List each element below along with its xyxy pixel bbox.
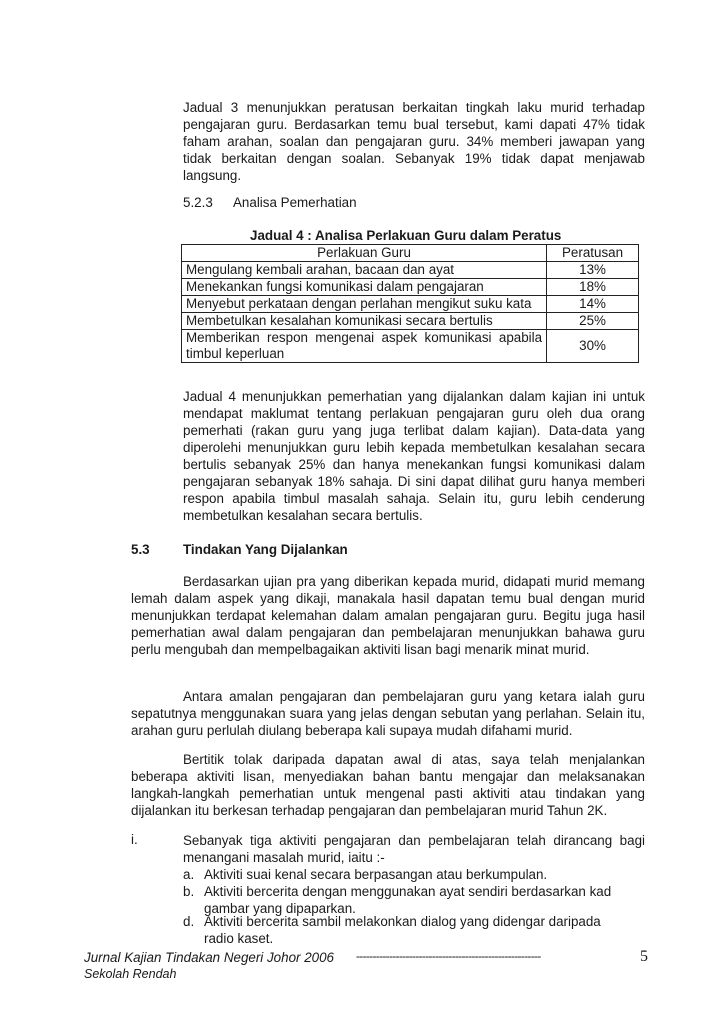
page-number: 5 bbox=[640, 948, 648, 965]
body-paragraph: Antara amalan pengajaran dan pembelajaran guru yang ketara ialah guru sepatutnya menggunakan suara yang jelas dengan sebutan yang perlahan. Selain itu, arahan guru perlulah diulang beberapa kali supaya mudah difahami murid. bbox=[131, 689, 645, 738]
list-item-text: Sebanyak tiga aktiviti pengajaran dan pembelajaran telah dirancang bagi menangani masalah murid, iaitu :- bbox=[183, 833, 645, 865]
table-caption: Jadual 4 : Analisa Perlakuan Guru dalam Peratus bbox=[250, 228, 562, 243]
percent-cell: 18% bbox=[547, 279, 639, 296]
table-header-cell: Peratusan bbox=[547, 245, 639, 262]
sub-item bbox=[183, 913, 623, 947]
behaviour-table bbox=[181, 244, 639, 363]
behaviour-cell: Mengulang kembali arahan, bacaan dan ayat bbox=[182, 262, 547, 279]
sub-item-marker: a. bbox=[183, 867, 195, 882]
table-row bbox=[182, 330, 639, 363]
sub-item-text: Aktiviti bercerita sambil melakonkan dialog yang didengar daripada radio kaset. bbox=[204, 914, 601, 946]
subsection-title: Analisa Pemerhatian bbox=[233, 195, 357, 210]
sub-item-text: Aktiviti suai kenal secara berpasangan atau berkumpulan. bbox=[204, 867, 548, 882]
section-number: 5.3 bbox=[131, 542, 150, 557]
sub-item-marker: b. bbox=[183, 884, 195, 899]
table-discussion-paragraph: Jadual 4 menunjukkan pemerhatian yang dijalankan dalam kajian ini untuk mendapat maklumat tentang perlakuan pengajaran guru oleh dua orang pemerhati (rakan guru yang juga terlibat dalam kajian). Data-data yang diperolehi menunjukkan guru lebih kepada membetulkan kesalahan secara bertulis sebanyak 25% dan hanya menekankan fungsi komunikasi dalam pengajaran sebanyak 18% sahaja. Di sini dapat dilihat guru hanya memberi respon apabila timbul masalah sahaja. Selain itu, guru lebih cenderung membetulkan kesalahan secara bertulis. bbox=[183, 389, 645, 523]
sub-item bbox=[183, 883, 645, 917]
percent-cell: 14% bbox=[547, 296, 639, 313]
behaviour-cell: Menyebut perkataan dengan perlahan mengikut suku kata bbox=[182, 296, 547, 313]
table-header-row bbox=[182, 245, 639, 262]
table-row bbox=[182, 262, 639, 279]
subsection-heading bbox=[183, 195, 357, 210]
section-heading bbox=[131, 542, 531, 557]
sub-item-marker: d. bbox=[183, 914, 195, 929]
intro-paragraph: Jadual 3 menunjukkan peratusan berkaitan tingkah laku murid terhadap pengajaran guru. Berdasarkan temu bual tersebut, kami dapati 47% tidak faham arahan, soalan dan pengajaran guru. 34% memberi jawapan yang tidak berkaitan dengan soalan. Sebanyak 19% tidak dapat menjawab langsung. bbox=[183, 100, 645, 183]
table-row bbox=[182, 313, 639, 330]
percent-cell: 30% bbox=[547, 330, 639, 363]
footer-subtitle: Sekolah Rendah bbox=[84, 967, 177, 981]
body-paragraph: Bertitik tolak daripada dapatan awal di atas, saya telah menjalankan beberapa aktiviti lisan, menyediakan bahan bantu mengajar dan melaksanakan langkah-langkah pemerhatian untuk mengenal pasti aktiviti atau tindakan yang dijalankan itu berkesan terhadap pengajaran dan pembelajaran murid Tahun 2K. bbox=[131, 752, 645, 818]
body-paragraph: Berdasarkan ujian pra yang diberikan kepada murid, didapati murid memang lemah dalam aspek yang dikaji, manakala hasil dapatan temu bual dengan murid menunjukkan terdapat kelemahan dalam amalan pengajaran guru. Begitu juga hasil pemerhatian awal dalam pengajaran dan pembelajaran menunjukkan bahawa guru perlu mengubah dan mempelbagaikan aktiviti lisan bagi menarik minat murid. bbox=[131, 574, 645, 657]
sub-item-text: Aktiviti bercerita dengan menggunakan ayat sendiri berdasarkan kad gambar yang dipaparkan. bbox=[204, 884, 612, 916]
footer-journal-title: Jurnal Kajian Tindakan Negeri Johor 2006 bbox=[84, 950, 334, 965]
behaviour-cell: Membetulkan kesalahan komunikasi secara bertulis bbox=[182, 313, 547, 330]
behaviour-cell: Memberikan respon mengenai aspek komunikasi apabila timbul keperluan bbox=[182, 330, 547, 363]
list-item-marker: i. bbox=[131, 832, 138, 847]
subsection-number: 5.2.3 bbox=[183, 195, 213, 210]
behaviour-cell: Menekankan fungsi komunikasi dalam pengajaran bbox=[182, 279, 547, 296]
percent-cell: 25% bbox=[547, 313, 639, 330]
section-title: Tindakan Yang Dijalankan bbox=[183, 542, 348, 557]
percent-cell: 13% bbox=[547, 262, 639, 279]
table-header-cell: Perlakuan Guru bbox=[182, 245, 547, 262]
table-row bbox=[182, 296, 639, 313]
footer-divider: -------------------------------------------------------- bbox=[356, 949, 541, 963]
sub-item bbox=[183, 866, 645, 883]
table-row bbox=[182, 279, 639, 296]
